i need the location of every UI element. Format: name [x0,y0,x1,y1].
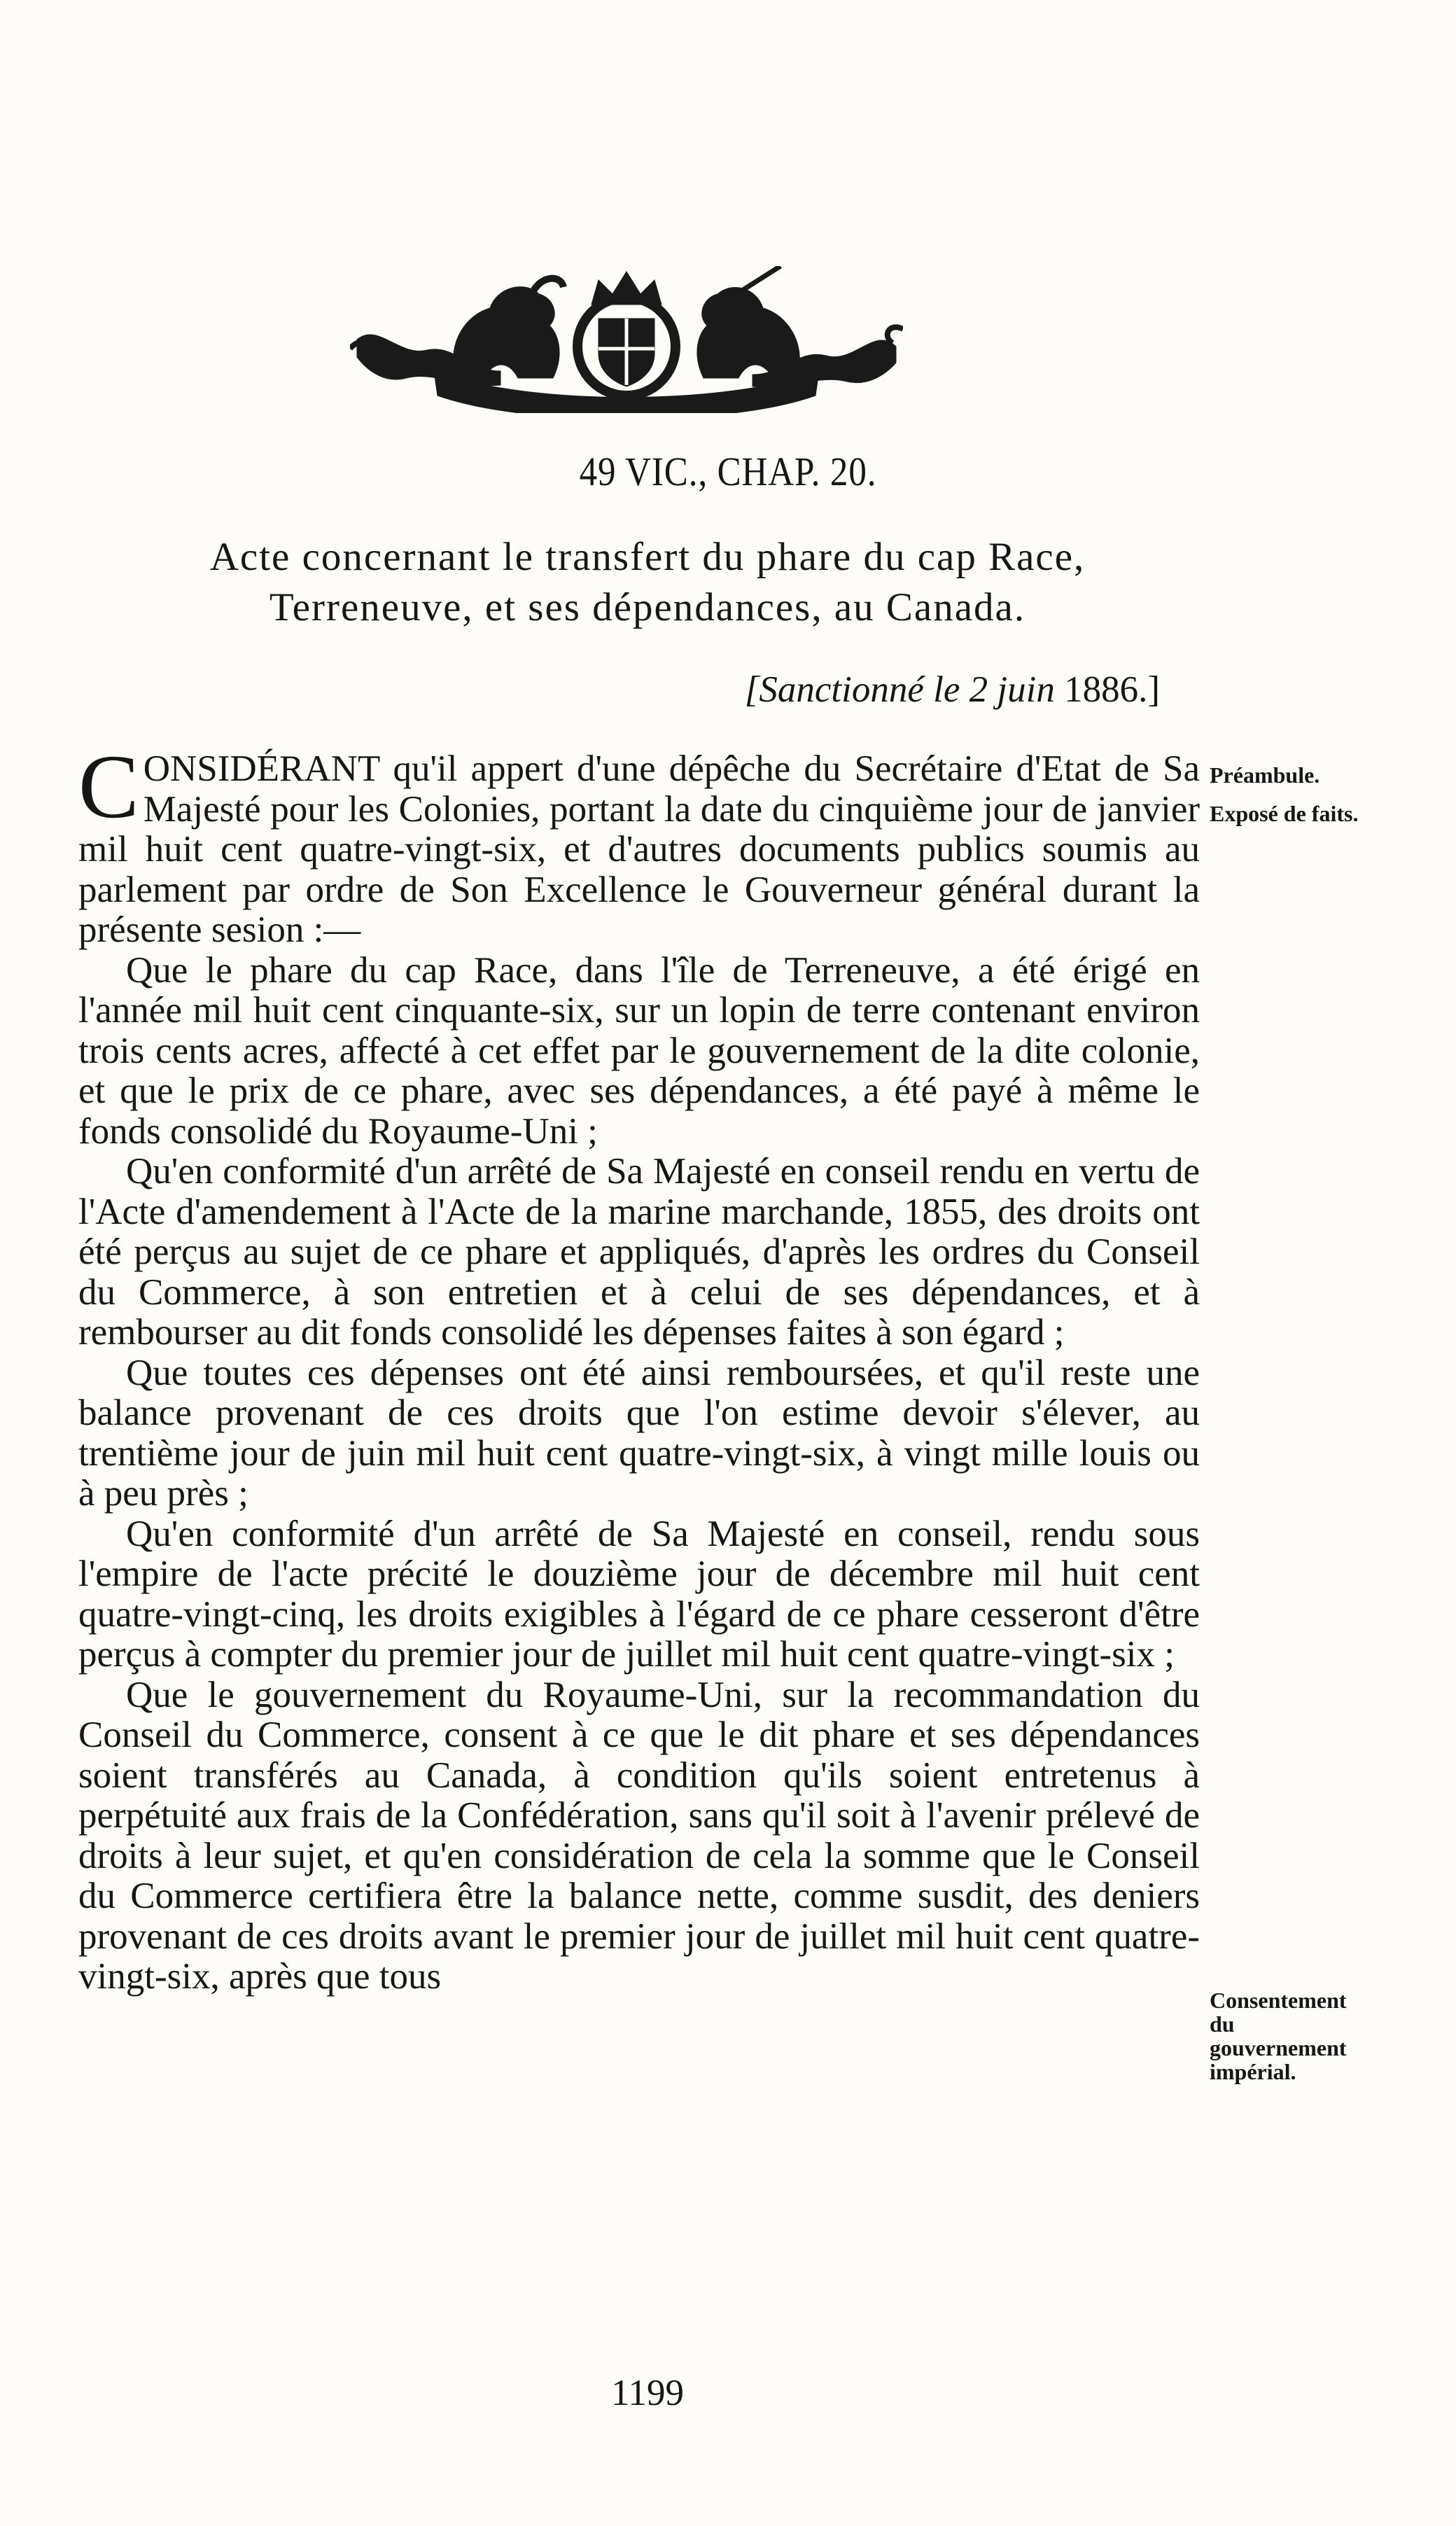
paragraph-order-in-council: Qu'en conformité d'un arrêté de Sa Majesté en conseil rendu en vertu de l'Acte d'amendement à l'Acte de la marine marchande, 1855, des droits ont été perçus au sujet de ce phare et appliqués, d'après les ordres du Conseil du Commerce, à son entretien et à celui de ses dépendances, et à rembourser au dit fonds consolidé les dépenses faites à son égard ; [78,1151,1200,1353]
page-number: 1199 [610,2373,685,2413]
act-title [80,532,1214,633]
paragraph-transfer-consent: Que le gouvernement du Royaume-Uni, sur la recommandation du Conseil du Commerce, consent à ce que le dit phare et ses dépendances soient transférés au Canada, à condition qu'ils soient entretenus à perpétuité aux frais de la Confédération, sans qu'il soit à l'avenir prélevé de droits à leur sujet, et qu'en considération de cela la somme que le Conseil du Commerce certifiera être la balance nette, comme susdit, des deniers provenant de ces droits avant le premier jour de juillet mil huit cent quatre-vingt-six, après que tous [78,1674,1200,1997]
margin-note-consent: Consentement du gouvernement impérial. [1210,1988,1347,2084]
paragraph-dues-cease: Qu'en conformité d'un arrêté de Sa Majesté en conseil, rendu sous l'empire de l'acte précité le douzième jour de décembre mil huit cent quatre-vingt-cinq, les droits exigibles à l'égard de ce phare cesseront d'être perçus à compter du premier jour de juillet mil huit cent quatre-vingt-six ; [78,1513,1200,1675]
paragraph-preamble [78,737,1200,951]
paragraph-balance: Que toutes ces dépenses ont été ainsi remboursées, et qu'il reste une balance provenant de ces droits que l'on estime devoir s'élever, au trentième jour de juin mil huit cent quatre-vingt-six, à vingt mille louis ou à peu près ; [78,1352,1200,1514]
statute-body [78,737,1200,1997]
chapter-heading: 49 VIC., CHAP. 20. [579,449,877,494]
paragraph-text: ONSIDÉRANT qu'il appert d'une dépêche du Secrétaire d'Etat de Sa Majesté pour les Colonies, portant la date du cinquième jour de janvier mil huit cent quatre-vingt-six, et d'autres documents publics soumis au parlement par ordre de Son Excellence le Gouverneur général durant la présente sesion :— [78,748,1200,950]
act-title-line-2: Terreneuve, et ses dépendances, au Canada. [269,585,1026,629]
act-title-line-1: Acte concernant le transfert du phare du cap Race, [209,535,1086,579]
margin-note-facts: Exposé de faits. [1210,801,1359,826]
paragraph-lighthouse: Que le phare du cap Race, dans l'île de Terreneuve, a été érigé en l'année mil huit cent cinquante-six, sur un lopin de terre contenant environ trois cents acres, affecté à cet effet par le gouvernement de la dite colonie, et que le prix de ce phare, avec ses dépendances, a été payé à même le fonds consolidé du Royaume-Uni ; [78,949,1200,1152]
sanction-date [630,669,1160,711]
drop-cap: C [78,737,139,837]
margin-note-preamble: Préambule. [1210,762,1320,788]
sanction-year: 1886.] [1064,669,1160,710]
sanction-prefix: [Sanctionné le 2 juin [744,669,1055,710]
royal-coat-of-arms-icon [350,266,903,413]
